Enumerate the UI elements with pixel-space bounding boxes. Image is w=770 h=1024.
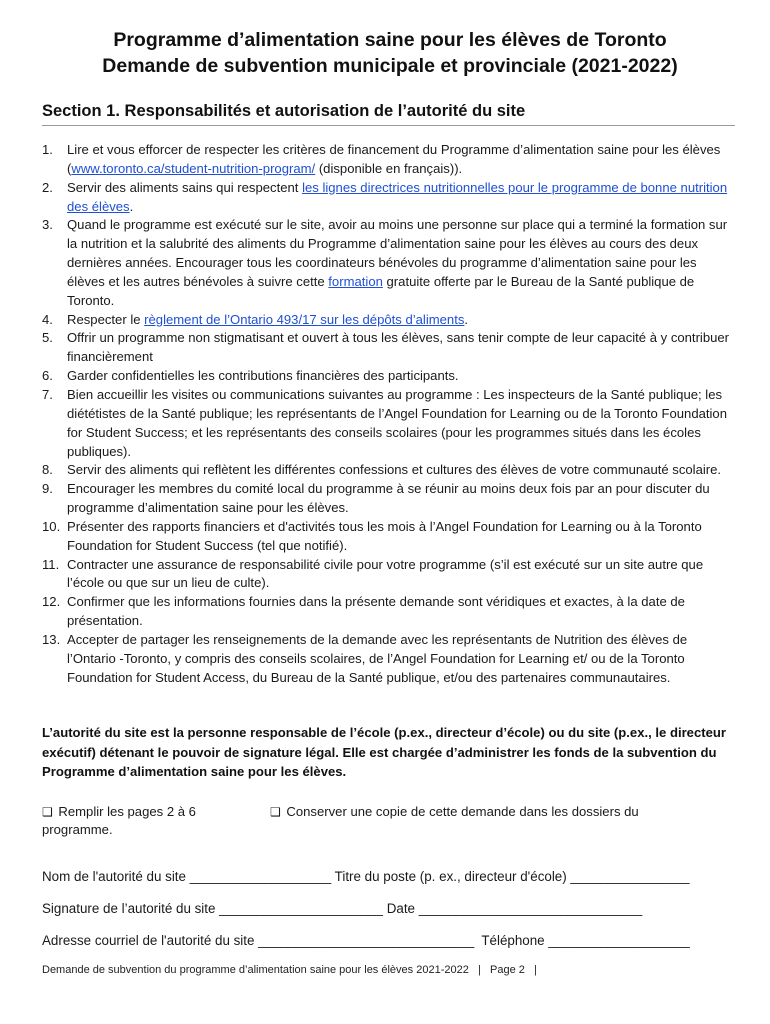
list-item: 4. Respecter le règlement de l’Ontario 493/17 sur les dépôts d’aliments. (42, 311, 469, 327)
list-item: 12. Confirmer que les informations fournies dans la présente demande sont véridiques et exactes, à la date de présentation. (42, 594, 685, 629)
list-item: 1. Lire et vous efforcer de respecter les critères de financement du Programme d’alimentation saine pour les élèves (www.toronto.ca/student-nutrition-program/ (disponible en français)). (42, 142, 721, 176)
signature-and-date-fields[interactable]: Signature de l’autorité du site ______________________ Date ______________________________ (42, 901, 643, 916)
student-nutrition-program-link[interactable]: www.toronto.ca/student-nutrition-program/ (71, 160, 316, 176)
list-item: 10. Présenter des rapports financiers et d'activités tous les mois à l’Angel Foundation for Learning ou à la Toronto Foundation for Student Success (tel que notifié). (42, 518, 702, 553)
list-item: 6. Garder confidentielles les contributions financières des participants. (42, 368, 459, 384)
page-title (40, 27, 740, 79)
site-authority-note: L’autorité du site est la personne responsable de l’école (p.ex., directeur d’école) ou du site (p.ex., le directeur exécutif) détenant le pouvoir de signature légal. Elle est chargée d’administrer les fonds de la subvention du Programme d’alimentation saine pour les élèves. (42, 725, 726, 779)
training-link[interactable]: formation (328, 273, 383, 289)
keep-copy-checkbox-item[interactable] (270, 803, 690, 821)
list-item: 2. Servir des aliments sains qui respectent les lignes directrices nutritionnelles pour le programme de bonne nutrition des élèves. (42, 179, 728, 214)
list-item: 13. Accepter de partager les renseignements de la demande avec les représentants de Nutrition des élèves de l’Ontario -Toronto, y compris des conseils scolaires, de l’Angel Foundation for Learning et/ ou de la Toronto Foundation for Student Access, du Bureau de la Santé publique, et/ou des partenaires communautaires. (42, 631, 688, 685)
fill-pages-checkbox-item[interactable] (42, 803, 252, 839)
keep-copy-label: Conserver une copie de cette demande dans les dossiers du (286, 804, 639, 819)
ontario-regulation-link[interactable]: règlement de l’Ontario 493/17 sur les dépôts d’aliments (144, 311, 465, 327)
nutrition-guidelines-link[interactable]: les lignes directrices nutritionnelles pour le programme de bonne nutrition des élèves (67, 179, 728, 214)
list-item: 8. Servir des aliments qui reflètent les différentes confessions et cultures des élèves de votre communauté scolaire. (42, 462, 722, 478)
list-item: 11. Contracter une assurance de responsabilité civile pour votre programme (s’il est exécuté sur un site autre que l’école ou que sur un lieu de culte). (42, 556, 704, 591)
title-line-1: Programme d’alimentation saine pour les élèves de Toronto (113, 29, 667, 51)
list-item: 7. Bien accueillir les visites ou communications suivantes au programme : Les inspecteurs de la Santé publique; les diététistes de la Santé publique; les représentants de l’Angel Foundation for Learning ou de la Toronto Foundation for Student Success; et les représentants des conseils scolaires (pour les programmes situés dans les écoles publiques). (42, 386, 727, 459)
name-and-title-fields[interactable]: Nom de l'autorité du site ___________________ Titre du poste (p. ex., directeur d'école) ________________ (42, 869, 690, 884)
title-line-2: Demande de subvention municipale et provinciale (2021-2022) (102, 55, 678, 77)
list-item: 9. Encourager les membres du comité local du programme à se réunir au moins deux fois par an pour discuter du programme d’alimentation saine pour les élèves. (42, 481, 710, 516)
section-heading: Section 1. Responsabilités et autorisation de l’autorité du site (42, 101, 735, 126)
list-item: 5. Offrir un programme non stigmatisant et ouvert à tous les élèves, sans tenir compte de leur capacité à y contribuer financièrement (42, 330, 730, 365)
responsibilities-list (42, 141, 734, 687)
checkbox-icon[interactable]: ❑ (270, 805, 281, 819)
fill-pages-label: Remplir les pages 2 à 6 programme. (42, 804, 196, 837)
email-and-phone-fields[interactable]: Adresse courriel de l'autorité du site _____________________________ Téléphone ___________________ (42, 933, 690, 948)
page-footer: Demande de subvention du programme d’alimentation saine pour les élèves 2021-2022 | Page 2 | (42, 964, 537, 976)
list-item: 3. Quand le programme est exécuté sur le site, avoir au moins une personne sur place qui a terminé la formation sur la nutrition et la salubrité des aliments du Programme d’alimentation saine pour les élèves au cours des deux dernières années. Encourager tous les coordinateurs bénévoles du programme d’alimentation saine pour les élèves et les autres bénévoles à suivre cette formation gratuite offerte par le Bureau de la Santé publique de Toronto. (42, 217, 728, 308)
checkbox-icon[interactable]: ❑ (42, 805, 53, 819)
